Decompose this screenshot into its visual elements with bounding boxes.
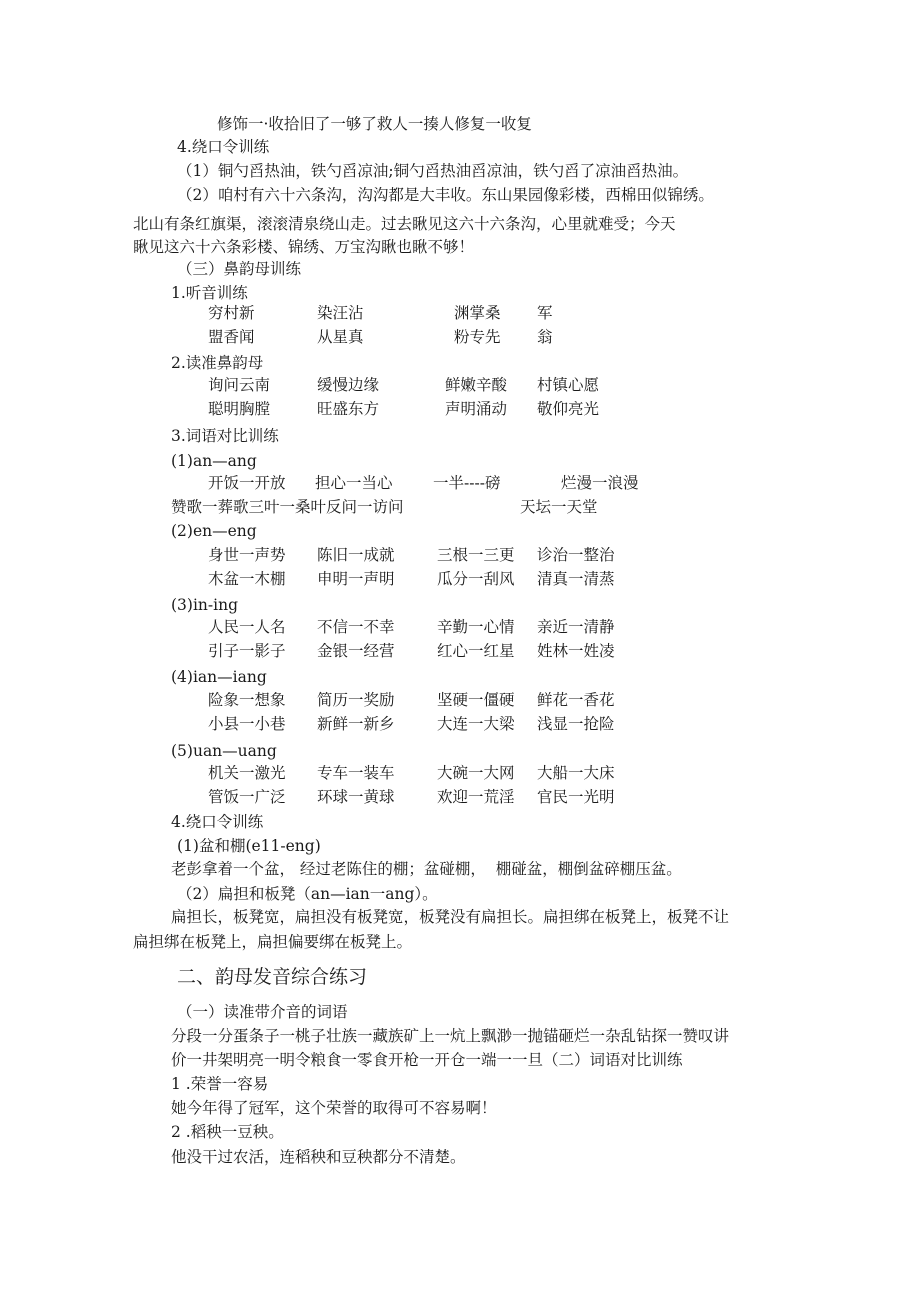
word-cell: 旺盛东方 [317,400,380,418]
word-cell: 翁 [537,328,553,346]
word-cell: 瓜分一刮风 [437,570,515,588]
section-heading: 1.听音训练 [171,284,248,302]
word-cell: 红心一红星 [437,642,515,660]
subsection-label: (4)ian—iang [171,668,267,686]
section-heading: 2 .稻秧一豆秧。 [171,1123,284,1141]
word-cell: 官民一光明 [537,788,615,806]
text-line: （1）铜勺舀热油，铁勺舀凉油;铜勺舀热油舀凉油，铁勺舀了凉油舀热油。 [177,162,689,180]
word-cell: 身世一声势 [208,546,286,564]
word-cell: 染汪沾 [317,304,364,322]
word-cell: 从星真 [317,328,364,346]
text-line: 北山有条红旗渠，滚滚清泉绕山走。过去瞅见这六十六条沟，心里就难受；今天 [133,215,676,233]
word-cell: 军 [537,304,553,322]
word-cell: 担心一当心 [315,474,393,492]
word-cell: 鲜嫩辛酸 [445,376,508,394]
word-cell: 人民一人名 [208,618,286,636]
subsection-label: (5)uan—uang [171,742,277,760]
word-cell: 管饭一广泛 [208,788,286,806]
word-cell: 聪明胸膛 [208,400,271,418]
word-cell: 浅显一抢险 [537,715,615,733]
chapter-heading: 二、韵母发音综合练习 [177,966,368,988]
subsection-label: (2)en—eng [171,522,257,540]
word-cell: 烂漫一浪漫 [561,474,639,492]
word-cell: 清真一清蒸 [537,570,615,588]
section-heading: 3.词语对比训练 [171,427,279,445]
word-cell: 大船一大床 [537,764,615,782]
word-cell: 陈旧一成就 [317,546,395,564]
word-cell: 简历一奖励 [317,691,395,709]
word-cell: 申明一声明 [317,570,395,588]
subsection-label: (1)盆和棚(e11-eng) [177,837,321,855]
word-cell: 姓林一姓凌 [537,642,615,660]
text-line: 扁担绑在板凳上，扁担偏要绑在板凳上。 [133,933,413,951]
text-line: （2）咱村有六十六条沟，沟沟都是大丰收。东山果园像彩楼，西棉田似锦绣。 [177,186,714,204]
word-cell: 盟香闻 [208,328,255,346]
word-cell: 不信一不幸 [317,618,395,636]
text-line: 她今年得了冠军，这个荣誉的取得可不容易啊！ [171,1099,497,1117]
word-cell: 一半----磅 [433,474,501,492]
word-cell: 环球一黄球 [317,788,395,806]
subsection-label: (3)in-ing [171,596,238,614]
section-heading: （三）鼻韵母训练 [177,260,302,278]
word-cell: 机关一激光 [208,764,286,782]
word-cell: 大碗一大网 [437,764,515,782]
section-heading: 1 .荣誉一容易 [171,1075,269,1093]
word-cell: 金银一经营 [317,642,395,660]
word-cell: 村镇心愿 [537,376,600,394]
word-cell: 欢迎一荒淫 [437,788,515,806]
text-line: 赞歌一葬歌三叶一桑叶反问一访问 [171,498,404,516]
word-cell: 穷村新 [208,304,255,322]
text-line: 分段一分蛋条子一桃子壮族一藏族矿上一炕上飘渺一抛锚砸烂一杂乱钻探一赞叹讲 [171,1027,730,1045]
subsection-label: (1)an—ang [171,452,257,470]
text-line: 老彭拿着一个盆， 经过老陈住的棚；盆碰棚， 棚碰盆，棚倒盆碎棚压盆。 [171,860,682,878]
section-heading: （一）读准带介音的词语 [177,1003,348,1021]
word-cell: 开饭一开放 [208,474,286,492]
word-cell: 粉专先 [454,328,501,346]
word-cell: 木盆一木棚 [208,570,286,588]
word-cell: 渊掌桑 [454,304,501,322]
text-line: 他没干过农活，连稻秧和豆秧都分不清楚。 [171,1148,466,1166]
section-heading: 2.读准鼻韵母 [171,354,264,372]
word-cell: 引子一影子 [208,642,286,660]
word-cell: 辛勤一心情 [437,618,515,636]
word-cell: 敬仰亮光 [537,400,600,418]
section-heading: 4.绕口令训练 [177,138,270,156]
word-cell: 新鲜一新乡 [317,715,395,733]
word-cell: 三根一三更 [437,546,515,564]
word-cell: 大连一大梁 [437,715,515,733]
text-line: 价一井架明亮一明令粮食一零食开枪一开仓一端一一旦（二）词语对比训练 [171,1051,683,1069]
text-line: 修饰一·收拾旧了一够了救人一揍人修复一收复 [217,115,532,133]
word-cell: 亲近一清静 [537,618,615,636]
subsection-label: （2）扁担和板凳（an—ian一ang）。 [177,885,438,903]
text-line: 瞅见这六十六条彩楼、锦绣、万宝沟瞅也瞅不够！ [133,238,475,256]
section-heading: 4.绕口令训练 [171,813,264,831]
word-cell: 坚硬一僵硬 [437,691,515,709]
text-line: 天坛一天堂 [520,498,598,516]
word-cell: 诊治一整治 [537,546,615,564]
word-cell: 小县一小巷 [208,715,286,733]
word-cell: 缓慢边缘 [317,376,380,394]
text-line: 扁担长，板凳宽，扁担没有板凳宽，板凳没有扁担长。扁担绑在板凳上，板凳不让 [171,908,730,926]
word-cell: 鲜花一香花 [537,691,615,709]
word-cell: 询问云南 [208,376,271,394]
word-cell: 险象一想象 [208,691,286,709]
word-cell: 专车一装车 [317,764,395,782]
word-cell: 声明涌动 [445,400,508,418]
